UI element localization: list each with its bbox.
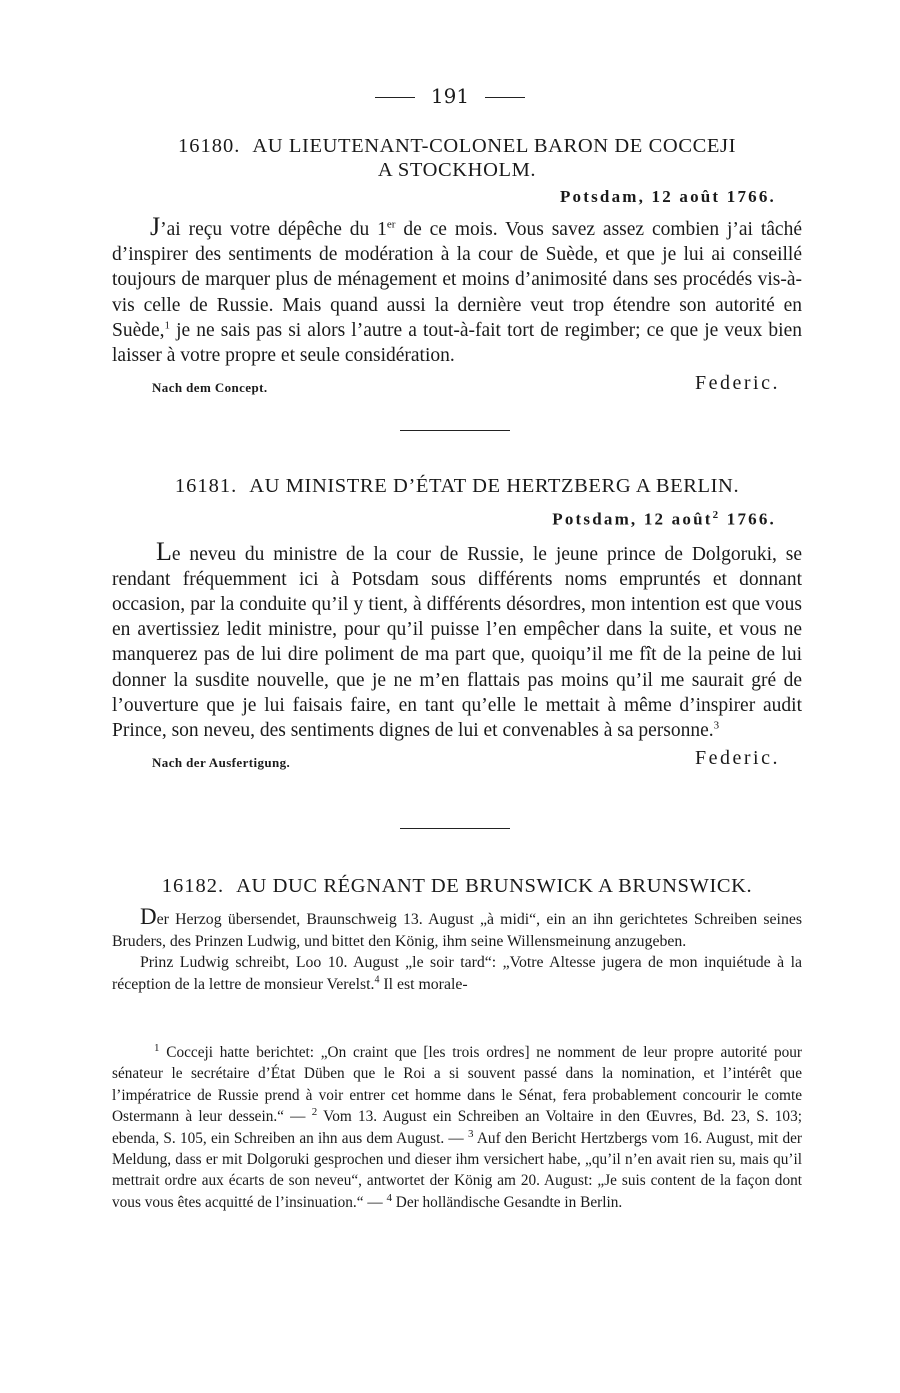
initial-letter: D xyxy=(140,904,157,929)
initial-letter: J xyxy=(150,212,161,241)
footnote-text: Auf den Bericht Hertzbergs vom 16. August, mit der Meldung, dass er mit Dolgoruki gesprochen und dieser ihm versichert habe, „qu’il n’en avait rien su, mais qu’il mettrait ordre aux écarts de son neveu“, antwortet der König am 20. August: „Je suis content de la façon dont vous vous êtes acquitté de l’insinuation.“ — xyxy=(112,1129,802,1211)
title-line-1: AU DUC RÉGNANT DE BRUNSWICK A BRUNSWICK. xyxy=(236,875,753,897)
letter-16182 xyxy=(112,874,802,995)
signature: Federic. xyxy=(695,372,780,395)
letter-number: 16180. xyxy=(177,135,241,157)
footnote-mark: 1 xyxy=(154,1041,160,1054)
source-note: Nach der Ausfertigung. xyxy=(152,755,291,771)
header-dash-right xyxy=(485,97,525,98)
title-line-1: AU MINISTRE D’ÉTAT DE HERTZBERG A BERLIN. xyxy=(249,475,740,497)
footnote-text: Der holländische Gesandte in Berlin. xyxy=(391,1193,623,1211)
page-header xyxy=(0,84,900,108)
body-text: e neveu du ministre de la cour de Russie, le jeune prince de Dolgoruki, se rendant fréquemment ici à Potsdam sous différents noms empruntés et donnant occasion, par la conduite qu’il y tient, à différents désordres, mon intention est que vous en avertissiez ledit ministre, pour qu’il puisse l’en empêcher dans la suite, et vous ne manquerez pas de lui dire poliment de ma part que, quoiqu’il me fît de la peine de lui donner la susdite nouvelle, que je ne m’en flattais pas moins qu’il me saurait gré de l’ouverture que je lui faisais faire, en tant qu’elle le mettait à même d’inspirer audit Prince, son neveu, des sentiments dignes de lui et convenables à sa personne. xyxy=(112,543,802,742)
letter-summary xyxy=(112,906,802,995)
summary-text: Prinz Ludwig schreibt, Loo 10. August „le soir tard“: „Votre Altesse jugera de mon inquiétude à la réception de la lettre de monsieur Verelst. xyxy=(112,954,802,993)
body-text: de ce mois. Vous savez assez combien j’ai tâché d’inspirer des sentiments de modération à la cour de Suède, et que je lui ai conseillé toujours de marquer plus de ménagement et moins d’animosité dans ses procédés vis-à-vis celle de Russie. Mais quand aussi la dernière veut trop étendre son autorité en Suède, xyxy=(112,219,802,341)
section-divider xyxy=(400,828,510,829)
section-divider xyxy=(400,430,510,431)
letter-16180 xyxy=(112,134,802,398)
summary-paragraph xyxy=(112,952,802,995)
body-text: je ne sais pas si alors l’autre a tout-à-fait tort de regimber; ce que je veux bien laisser à votre propre et seule considération. xyxy=(112,319,802,367)
letter-16181 xyxy=(112,474,802,773)
body-text: ’ai reçu votre dépêche du 1 xyxy=(160,219,387,240)
letter-title xyxy=(112,874,802,898)
footnote-text: Vom 13. August ein Schreiben an Voltaire in den Œuvres, Bd. 23, S. 103; ebenda, S. 105, ein Schreiben an ihn aus dem August. — xyxy=(112,1108,802,1147)
footnote-paragraph xyxy=(112,1042,802,1213)
letter-title xyxy=(112,134,802,182)
letter-date xyxy=(112,504,802,531)
footnote-mark: 4 xyxy=(374,974,380,986)
footnote-mark: 2 xyxy=(712,509,721,521)
footnote-mark: 3 xyxy=(713,719,720,732)
page-number: 191 xyxy=(430,84,470,108)
letter-title xyxy=(112,474,802,498)
summary-text: Il est morale- xyxy=(379,975,468,993)
ordinal-superscript: er xyxy=(386,218,396,231)
signature: Federic. xyxy=(695,747,780,770)
source-note: Nach dem Concept. xyxy=(152,380,268,396)
initial-letter: L xyxy=(156,536,172,566)
letter-number: 16182. xyxy=(161,875,225,897)
letter-footer xyxy=(112,372,802,398)
footnote-mark: 1 xyxy=(164,319,171,332)
footnote-mark: 4 xyxy=(386,1191,392,1204)
date-text: Potsdam, 12 août xyxy=(552,509,713,529)
letter-date: Potsdam, 12 août 1766. xyxy=(559,187,776,206)
footnote-mark: 3 xyxy=(467,1127,474,1140)
title-line-1: AU LIEUTENANT-COLONEL BARON DE COCCEJI xyxy=(252,135,736,157)
title-line-2: A STOCKHOLM. xyxy=(377,159,537,181)
footnote-mark: 2 xyxy=(311,1106,318,1119)
letter-body xyxy=(112,536,802,744)
summary-paragraph xyxy=(112,906,802,952)
letter-body xyxy=(112,214,802,368)
date-text: 1766. xyxy=(720,509,776,529)
footnote-text: Cocceji hatte berichtet: „On craint que [les trois ordres] ne nomment de leur propre autorité pour sénateur le secrétaire d’État Düben que le Roi a si souvent passé dans la nomination, et l’intérêt que l’impératrice de Russie prend à voir entrer cet homme dans le Sénat, fera probablement concourir le comte Ostermann à leur dessein.“ — xyxy=(112,1044,802,1126)
letter-footer xyxy=(112,747,802,773)
header-dash-left xyxy=(375,97,415,98)
footnotes xyxy=(112,1042,802,1213)
letter-number: 16181. xyxy=(174,475,238,497)
summary-text: er Herzog übersendet, Braunschweig 13. August „à midi“, ein an ihn gerichtetes Schreiben seines Bruders, des Prinzen Ludwig, und bittet den König, ihm seine Willensmeinung anzugeben. xyxy=(112,911,802,950)
